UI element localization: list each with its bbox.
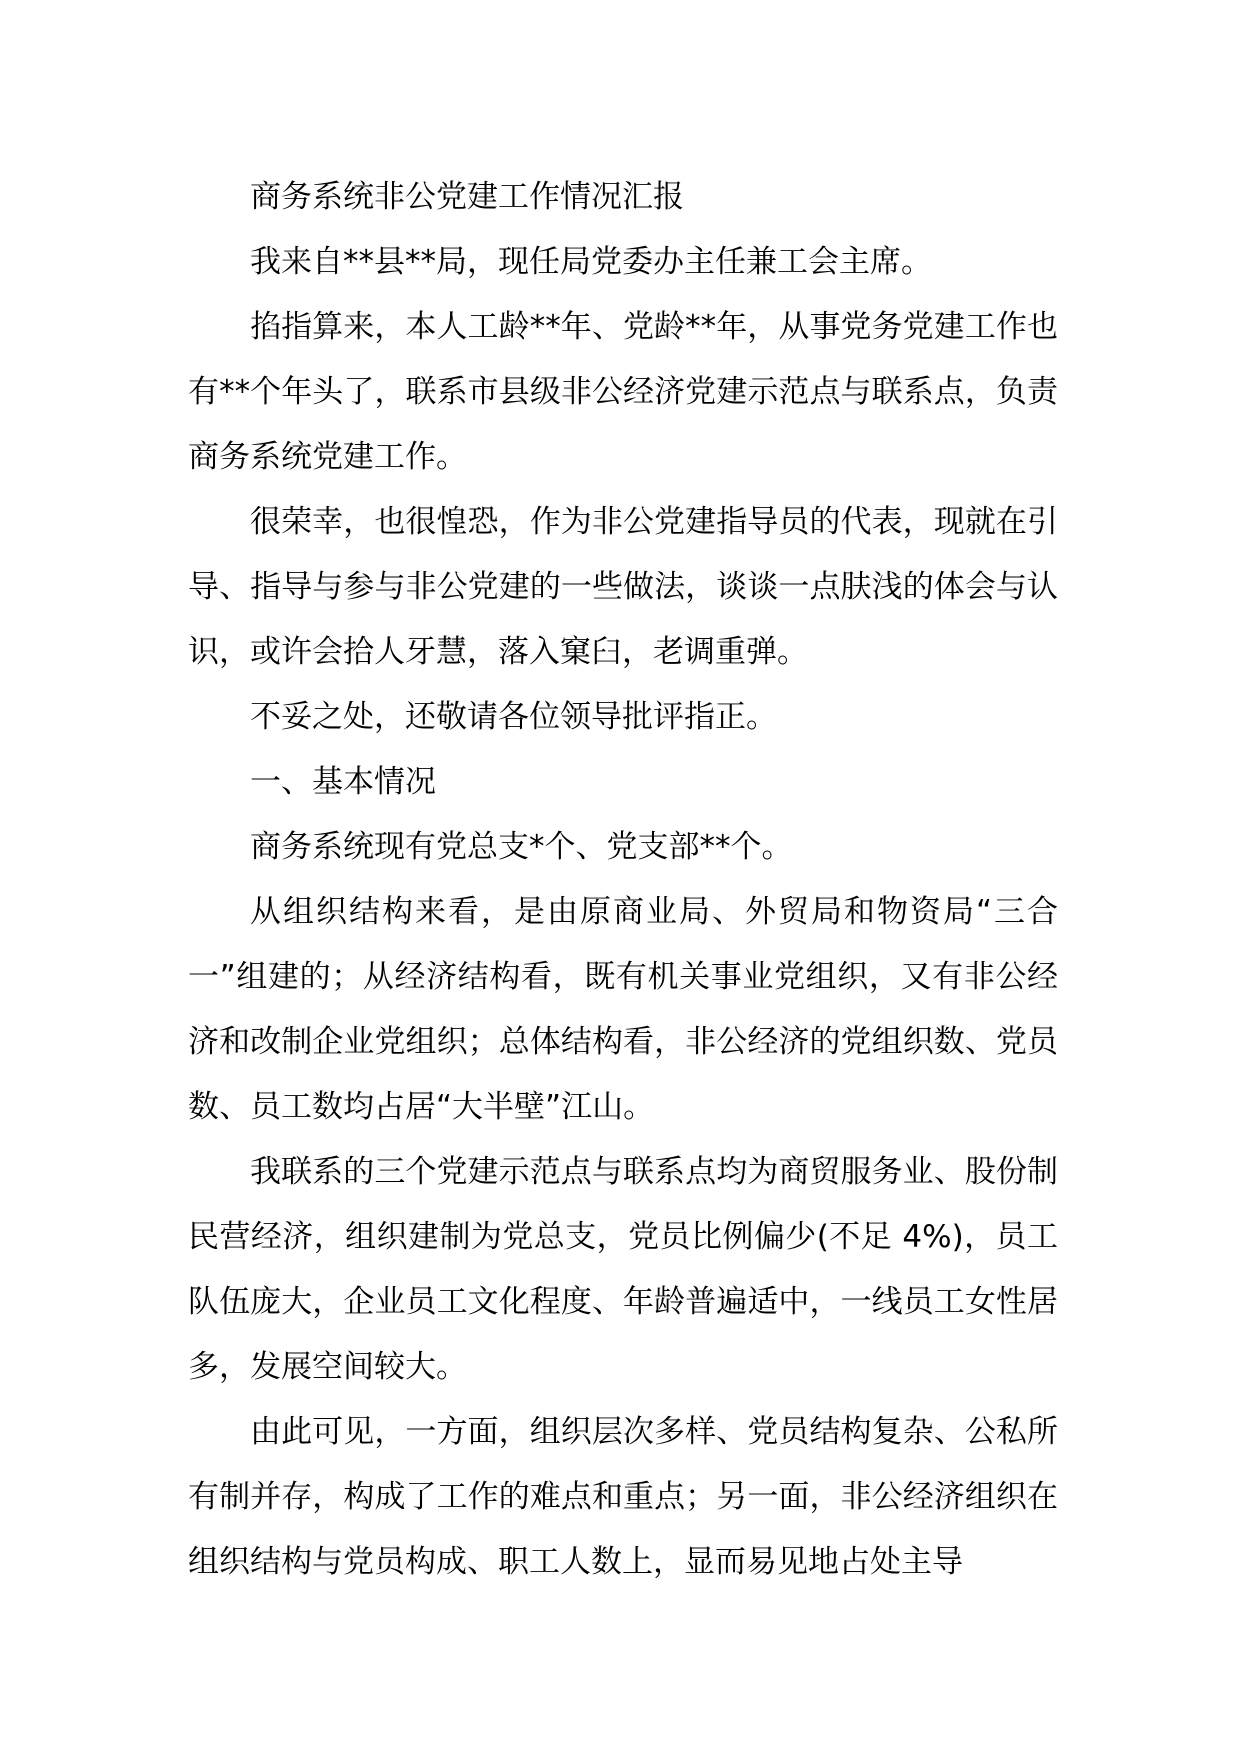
paragraph-contact-points: 我联系的三个党建示范点与联系点均为商贸服务业、股份制民营经济，组织建制为党总支，党员比例偏少(不足 4%)，员工队伍庞大，企业员工文化程度、年龄普遍适中，一线员工女性居多，发展空间较大。: [188, 1154, 1058, 1385]
paragraph-organization-count: 商务系统现有党总支*个、党支部**个。: [250, 829, 793, 865]
paragraph-work-experience: 掐指算来，本人工龄**年、党龄**年，从事党务党建工作也有**个年头了，联系市县级非公经济党建示范点与联系点，负责商务系统党建工作。: [188, 309, 1058, 475]
document-body: [188, 165, 1058, 1595]
paragraph-honor-statement: 很荣幸，也很惶恐，作为非公党建指导员的代表，现就在引导、指导与参与非公党建的一些做法，谈谈一点肤浅的体会与认识，或许会拾人牙慧，落入窠臼，老调重弹。: [188, 504, 1058, 670]
section-heading-basic-situation: 一、基本情况: [250, 764, 436, 800]
paragraph-request-correction: 不妥之处，还敬请各位领导批评指正。: [250, 699, 777, 735]
document-title: 商务系统非公党建工作情况汇报: [250, 179, 684, 215]
paragraph-organization-structure: 从组织结构来看，是由原商业局、外贸局和物资局“三合一”组建的；从经济结构看，既有机关事业党组织，又有非公经济和改制企业党组织；总体结构看，非公经济的党组织数、党员数、员工数均占居“大半壁”江山。: [188, 894, 1058, 1125]
paragraph-analysis: 由此可见，一方面，组织层次多样、党员结构复杂、公私所有制并存，构成了工作的难点和重点；另一面，非公经济组织在组织结构与党员构成、职工人数上，显而易见地占处主导: [188, 1414, 1058, 1580]
paragraph-self-introduction: 我来自**县**局，现任局党委办主任兼工会主席。: [250, 244, 932, 280]
